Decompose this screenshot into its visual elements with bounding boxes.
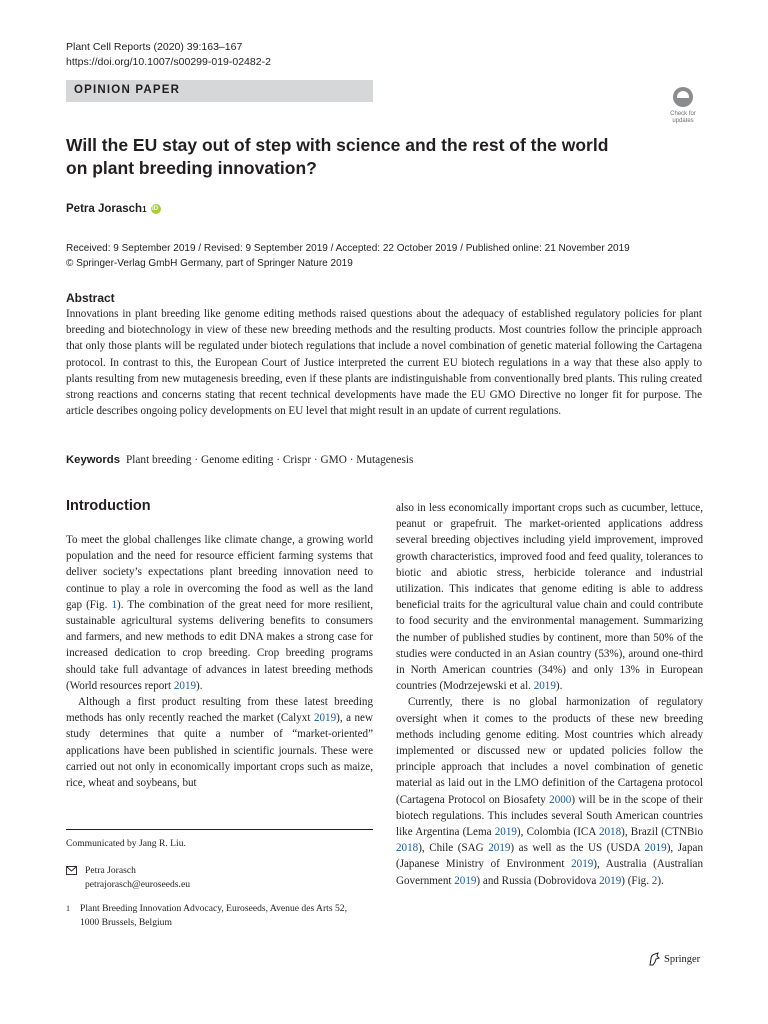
communicated-by: Communicated by Jang R. Liu.	[66, 838, 186, 849]
publisher-logo	[648, 952, 700, 966]
left-column	[66, 532, 373, 791]
journal-citation: Plant Cell Reports (2020) 39:163–167	[66, 41, 243, 53]
citation-link[interactable]: 2019	[488, 842, 511, 855]
figure-link[interactable]: 2	[651, 874, 658, 887]
check-updates-line2: updates	[672, 118, 694, 124]
copyright: © Springer-Verlag GmbH Germany, part of Springer Nature 2019	[66, 258, 353, 269]
check-updates-line1: Check for	[670, 111, 696, 117]
check-updates-icon	[663, 84, 703, 124]
envelope-icon	[66, 866, 77, 875]
paragraph: also in less economically important crops such as cucumber, lettuce, peanut or grapefruit. The market-oriented applications address several breeding objectives including yield improvement, improved growth characteristics, improved food and feed quality, tolerances to biotic and abiotic stress, herbicide tolerance and industrial utilization. This indicates that genome editing is able to address beneficial traits for the agricultural value chain and could contribute to food security and the environmental management. Summarizing the number of published studies by continent, more than 50% of the studies were conducted in an Asian country (53%), around one-third in North American countries (34%) and only 13% in European countries (Modrzejewski et al. 2019).	[396, 502, 703, 693]
springer-horse-icon	[648, 952, 660, 966]
citation-link[interactable]: 2019	[533, 680, 556, 693]
affiliation	[66, 902, 366, 929]
article-title: Will the EU stay out of step with science and the rest of the world on plant breeding innovation?	[66, 135, 609, 178]
article-type-label: OPINION PAPER	[74, 84, 181, 96]
author-affiliation-sup: 1	[142, 204, 147, 214]
abstract-text: Innovations in plant breeding like genome editing methods raised questions about the adequacy of established regulatory policies for plant breeding and biotechnology in view of these new breeding methods and the resulting products. Most countries follow the principle approach that only those plants will be regulated under biotech regulations that include a novel combination of genetic material following the Cartagena protocol. In contrast to this, the European Court of Justice interpreted the current EU biotech regulations in a way that these also apply to plants resulting from new mutagenesis breeding, even if these plants are indistinguishable from conventionally bred plants. This ruling created strong reactions and concerns stating that recent technical developments have made the EU GMO Directive no longer fit for purpose. The article describes ongoing policy developments on EU level that might result in an update of current regulations.	[66, 308, 702, 418]
citation-link[interactable]: 2018	[396, 842, 419, 855]
citation-link[interactable]: 2019	[494, 826, 517, 839]
article-dates	[66, 241, 630, 271]
contact-email[interactable]: petrajorasch@euroseeds.eu	[85, 878, 190, 890]
keywords	[66, 454, 413, 466]
citation-link[interactable]: 2019	[173, 679, 197, 692]
author-name[interactable]: Petra Jorasch	[66, 203, 143, 215]
author-line	[66, 203, 161, 215]
citation-link[interactable]: 2019	[599, 874, 622, 887]
affiliation-number: 1	[66, 904, 70, 913]
paragraph: To meet the global challenges like climate change, a growing world population and the need for resource efficient farming systems that deliver society’s expectations plant breeding innovation need to continue to play a role in overcoming the food as well as the land gap (Fig. 1). The combination of the great need for more resilient, sustainable agricultural systems delivering benefits to consumers and farmers, and new methods to edit DNA makes a strong case for increased dedication to crop breeding. Crop breeding programs should take full advantage of advances in latest breeding methods (World resources report 2019).	[66, 534, 373, 692]
journal-meta	[66, 40, 271, 70]
citation-link[interactable]: 2000	[549, 793, 572, 806]
orcid-icon[interactable]	[151, 204, 161, 214]
figure-link[interactable]: 1	[111, 598, 118, 611]
right-column	[396, 500, 703, 889]
check-for-updates-badge[interactable]	[663, 84, 703, 124]
abstract-heading: Abstract	[66, 291, 115, 305]
paragraph: Although a first product resulting from these latest breeding methods has only recently reached the market (Calyxt 2019), a new study determines that quite a number of “market-oriented” applications have been published in scientific journals. These were carried out not only in economically important crops such as maize, rice, wheat and soybeans, but	[66, 696, 373, 790]
doi-link[interactable]: https://doi.org/10.1007/s00299-019-02482-2	[66, 56, 271, 68]
article-type-banner	[66, 80, 373, 102]
footnote-divider	[66, 829, 373, 830]
publisher-name: Springer	[664, 953, 701, 965]
citation-link[interactable]: 2019	[313, 712, 337, 725]
corresponding-author	[66, 864, 190, 891]
keywords-label: Keywords	[66, 454, 120, 466]
affiliation-text: Plant Breeding Innovation Advocacy, Euroseeds, Avenue des Arts 52, 1000 Brussels, Belgium	[80, 903, 347, 928]
contact-name: Petra Jorasch	[85, 865, 136, 876]
citation-link[interactable]: 2018	[598, 826, 622, 839]
keywords-list: Plant breeding · Genome editing · Crispr · GMO · Mutagenesis	[126, 454, 414, 466]
history-dates: Received: 9 September 2019 / Revised: 9 September 2019 / Accepted: 22 October 2019 / Published online: 21 November 2019	[66, 243, 630, 254]
section-heading-introduction: Introduction	[66, 498, 151, 514]
paragraph: Currently, there is no global harmonization of regulatory oversight when it comes to the products of these new breeding methods including genome editing. Most countries which already implemented or discussed new or updated policies follow the principle approach that includes a novel combination of genetic material as laid out in the LMO definition of the Cartagena protocol (Cartagena Protocol on Biosafety 2000) will be in the scope of their biotech regulations. This includes several South American countries like Argentina (Lema 2019), Colombia (ICA 2018), Brazil (CTNBio 2018), Chile (SAG 2019) as well as the US (USDA 2019), Japan (Japanese Ministry of Environment 2019), Australia (Australian Government 2019) and Russia (Dobrovidova 2019) (Fig. 2).	[396, 696, 704, 887]
citation-link[interactable]: 2019	[571, 858, 594, 871]
citation-link[interactable]: 2019	[644, 842, 667, 855]
citation-link[interactable]: 2019	[454, 874, 477, 887]
